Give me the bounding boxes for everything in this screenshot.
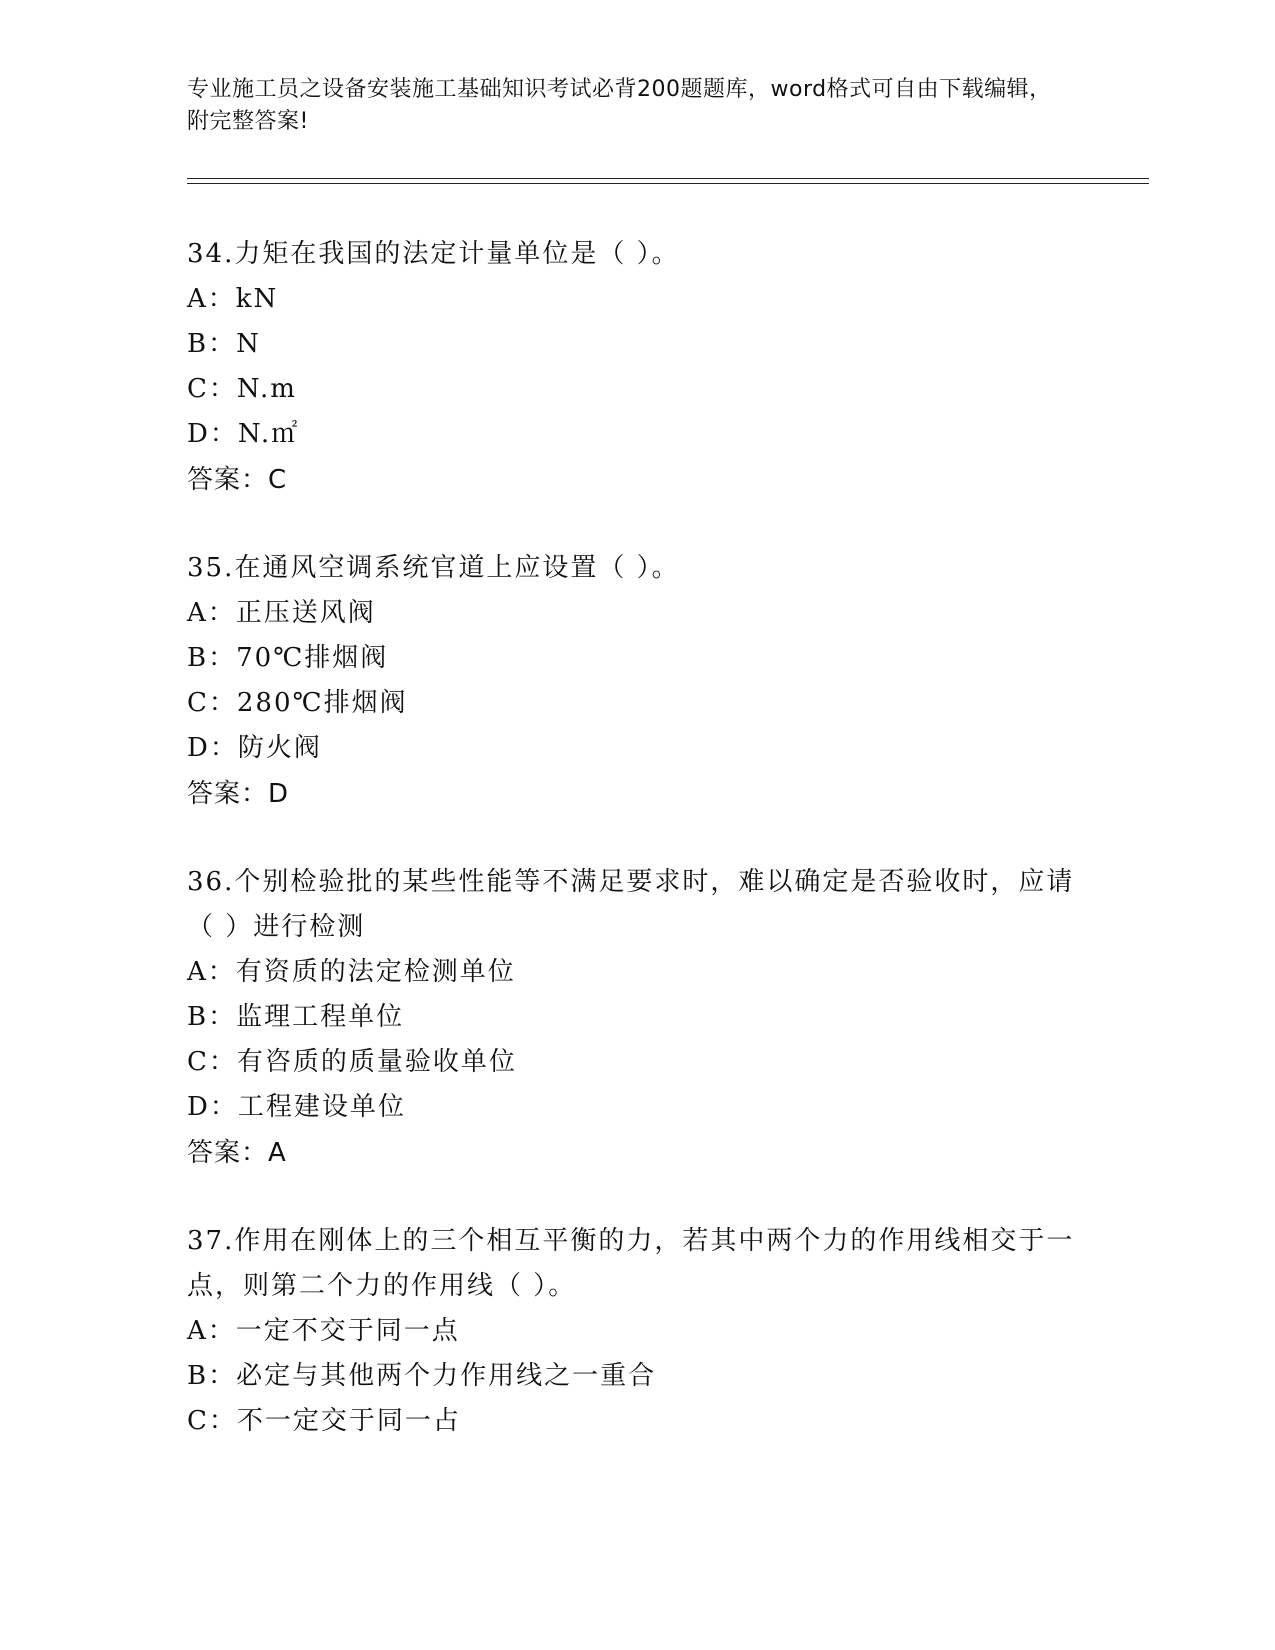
header-divider-top: [187, 178, 1149, 179]
question-35: [187, 546, 1087, 817]
option-d: D：防火阀: [187, 733, 322, 763]
document-header: 专业施工员之设备安装施工基础知识考试必背200题题库，word格式可自由下载编辑，附完整答案!: [187, 77, 1052, 134]
option-a: A：一定不交于同一点: [187, 1316, 460, 1346]
option-a: A：有资质的法定检测单位: [187, 957, 516, 987]
option-a: A：kN: [187, 284, 279, 314]
question-text: 37.作用在刚体上的三个相互平衡的力，若其中两个力的作用线相交于一点，则第二个力的作用线（ ）。: [187, 1226, 1075, 1301]
answer: 答案：C: [187, 465, 288, 495]
option-c: C：N.m: [187, 374, 297, 404]
question-34: [187, 232, 1087, 503]
question-37: [187, 1219, 1087, 1444]
answer: 答案：A: [187, 1138, 287, 1168]
question-36: [187, 860, 1087, 1176]
option-b: B：监理工程单位: [187, 1002, 405, 1032]
header-divider-bottom: [187, 183, 1149, 184]
option-d: D：工程建设单位: [187, 1092, 406, 1122]
option-b: B：70℃排烟阀: [187, 643, 389, 673]
answer: 答案：D: [187, 779, 290, 809]
option-c: C：不一定交于同一占: [187, 1406, 461, 1436]
option-c: C：280℃排烟阀: [187, 688, 408, 718]
question-text: 35.在通风空调系统官道上应设置（ ）。: [187, 553, 680, 583]
question-text: 34.力矩在我国的法定计量单位是（ ）。: [187, 239, 680, 269]
option-d: D：N.㎡: [187, 419, 300, 449]
option-b: B：必定与其他两个力作用线之一重合: [187, 1361, 657, 1391]
option-b: B：N: [187, 329, 261, 359]
option-c: C：有咨质的质量验收单位: [187, 1047, 517, 1077]
option-a: A：正压送风阀: [187, 598, 376, 628]
question-list: [187, 232, 1087, 1487]
question-text: 36.个别检验批的某些性能等不满足要求时，难以确定是否验收时，应请（ ）进行检测: [187, 867, 1075, 942]
